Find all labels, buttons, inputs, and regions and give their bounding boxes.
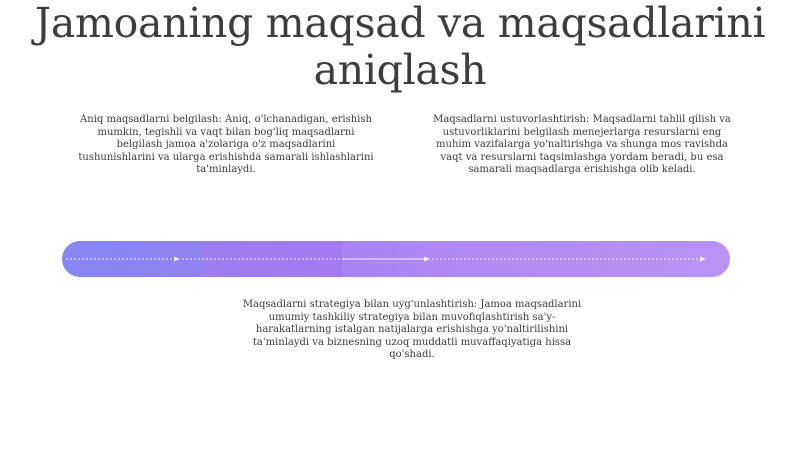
timeline-arrows	[62, 241, 730, 277]
arrow-right-icon	[174, 257, 180, 262]
page-title: Jamoaning maqsad va maqsadlarini aniqlash	[34, 0, 766, 94]
timeline-bar	[62, 241, 730, 277]
text-block-prioritize-goals: Maqsadlarni ustuvorlashtirish: Maqsadlarni tahlil qilish va ustuvorliklarini belgilash menejerlarga resurslarni eng muhim vazifalarga yo'naltirishga va shunga mos ravishda vaqt va resurslarni taqsimlashga yordam beradi, bu esa samarali maqsadlarga erishishga olib keladi.	[433, 114, 731, 175]
text-block-align-strategy: Maqsadlarni strategiya bilan uyg'unlashtirish: Jamoa maqsadlarini umumiy tashkiliy strategiya bilan muvofiqlashtirish sa'y-harakatlarning istalgan natijalarga erishishga yo'naltirilishini ta'minlaydi va biznesning uzoq muddatli muvaffaqiyatiga hissa qo'shadi.	[242, 299, 582, 360]
arrow-right-icon	[700, 257, 706, 262]
arrow-right-icon	[424, 257, 430, 262]
text-block-clear-goals: Aniq maqsadlarni belgilash: Aniq, o'lchanadigan, erishish mumkin, tegishli va vaqt bilan bog'liq maqsadlarni belgilash jamoa a'zolariga o'z maqsadlarini tushunishlarini va ularga erishishda samarali ishlashlarini ta'minlaydi.	[78, 114, 374, 175]
